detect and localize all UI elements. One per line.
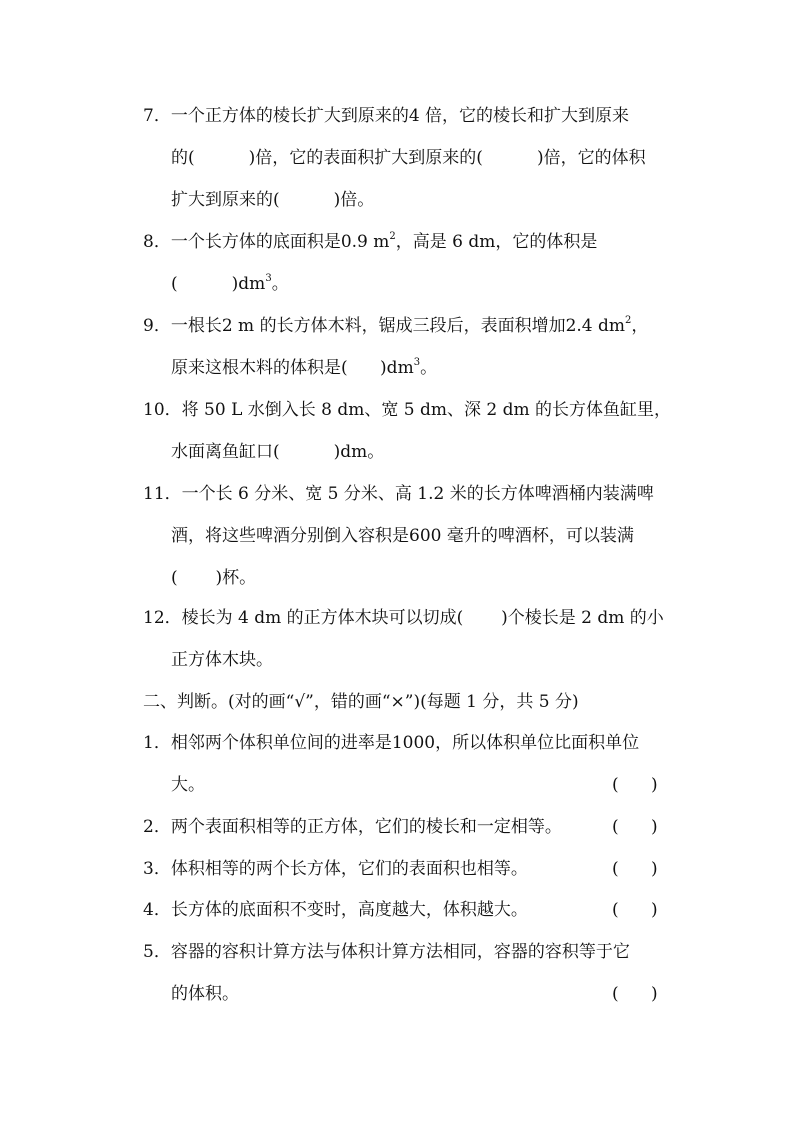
question-text: 一个长方体的底面积是0.9 m	[170, 232, 390, 252]
question-text: 体积相等的两个长方体，它们的表面积也相等。	[170, 859, 528, 879]
question-text: 长方体的底面积不变时，高度越大，体积越大。	[170, 900, 528, 920]
question-12-line-2	[171, 648, 273, 672]
question-number: 7．	[143, 106, 171, 126]
question-number: 12．	[143, 608, 182, 628]
question-8-line-1	[143, 230, 597, 254]
answer-paren[interactable]: ( )	[612, 984, 658, 1004]
question-text: ( )dm	[171, 274, 266, 294]
judge-1-line-2	[171, 773, 205, 797]
question-8-line-2	[171, 272, 289, 296]
question-text: 两个表面积相等的正方体，它们的棱长和一定相等。	[170, 817, 562, 837]
question-text: ，	[631, 316, 649, 336]
question-text: 一根长2 m 的长方体木料，锯成三段后，表面积增加2.4 dm	[170, 316, 626, 336]
question-7-line-1	[143, 104, 629, 128]
question-number: 10．	[143, 400, 182, 420]
question-text: 。	[271, 274, 289, 294]
question-number: 3．	[143, 859, 171, 879]
judge-1-line-1	[143, 731, 639, 755]
question-number: 9．	[143, 316, 171, 336]
question-text: 棱长为 4 dm 的正方体木块可以切成( )个棱长是 2 dm 的小	[181, 608, 664, 628]
question-text: 酒，将这些啤酒分别倒入容积是600 毫升的啤酒杯，可以装满	[171, 526, 634, 546]
question-text: ( )杯。	[171, 568, 257, 588]
judge-5-line-2	[171, 982, 239, 1006]
question-10-line-2	[171, 440, 384, 464]
question-11-line-3	[171, 566, 256, 590]
question-text: ，高是 6 dm，它的体积是	[395, 232, 598, 252]
answer-paren[interactable]: ( )	[612, 900, 658, 920]
question-7-line-3	[171, 188, 374, 212]
question-text: 容器的容积计算方法与体积计算方法相同，容器的容积等于它	[170, 942, 630, 962]
question-text: 的( )倍，它的表面积扩大到原来的( )倍，它的体积	[171, 148, 646, 168]
question-text: 。	[420, 358, 438, 378]
question-7-line-2	[171, 146, 646, 170]
judge-5-line-1	[143, 940, 630, 964]
question-11-line-2	[171, 524, 634, 548]
question-12-line-1	[143, 606, 664, 630]
question-number: 4．	[143, 900, 171, 920]
superscript: 3	[265, 273, 272, 285]
question-text: 原来这根木料的体积是( )dm	[171, 358, 414, 378]
question-text: 水面离鱼缸口( )dm。	[171, 442, 385, 462]
answer-paren[interactable]: ( )	[612, 859, 658, 879]
question-text: 大。	[171, 775, 205, 795]
judge-4-line-1	[143, 898, 528, 922]
question-number: 11．	[143, 484, 182, 504]
question-text: 一个长 6 分米、宽 5 分米、高 1.2 米的长方体啤酒桶内装满啤	[181, 484, 654, 504]
question-number: 8．	[143, 232, 171, 252]
question-10-line-1	[143, 398, 671, 422]
answer-paren[interactable]: ( )	[612, 775, 658, 795]
question-11-line-1	[143, 482, 654, 506]
question-text: 相邻两个体积单位间的进率是1000，所以体积单位比面积单位	[170, 733, 640, 753]
question-text: 扩大到原来的( )倍。	[171, 190, 375, 210]
superscript: 2	[625, 315, 632, 327]
superscript: 3	[413, 357, 421, 369]
question-number: 2．	[143, 817, 171, 837]
question-text: 正方体木块。	[171, 650, 273, 670]
superscript: 2	[389, 231, 396, 243]
question-number: 1．	[143, 733, 171, 753]
question-number: 5．	[143, 942, 171, 962]
question-9-line-1	[143, 314, 648, 338]
question-text: 的体积。	[171, 984, 239, 1004]
question-text: 将 50 L 水倒入长 8 dm、宽 5 dm、深 2 dm 的长方体鱼缸里，	[181, 400, 672, 420]
answer-paren[interactable]: ( )	[612, 817, 658, 837]
question-text: 一个正方体的棱长扩大到原来的4 倍，它的棱长和扩大到原来	[170, 106, 630, 126]
question-9-line-2	[171, 356, 437, 380]
judge-3-line-1	[143, 857, 528, 881]
section-two-heading: 二、判断。(对的画“√”，错的画“×”)(每题 1 分，共 5 分)	[143, 692, 579, 712]
judge-2-line-1	[143, 815, 562, 839]
